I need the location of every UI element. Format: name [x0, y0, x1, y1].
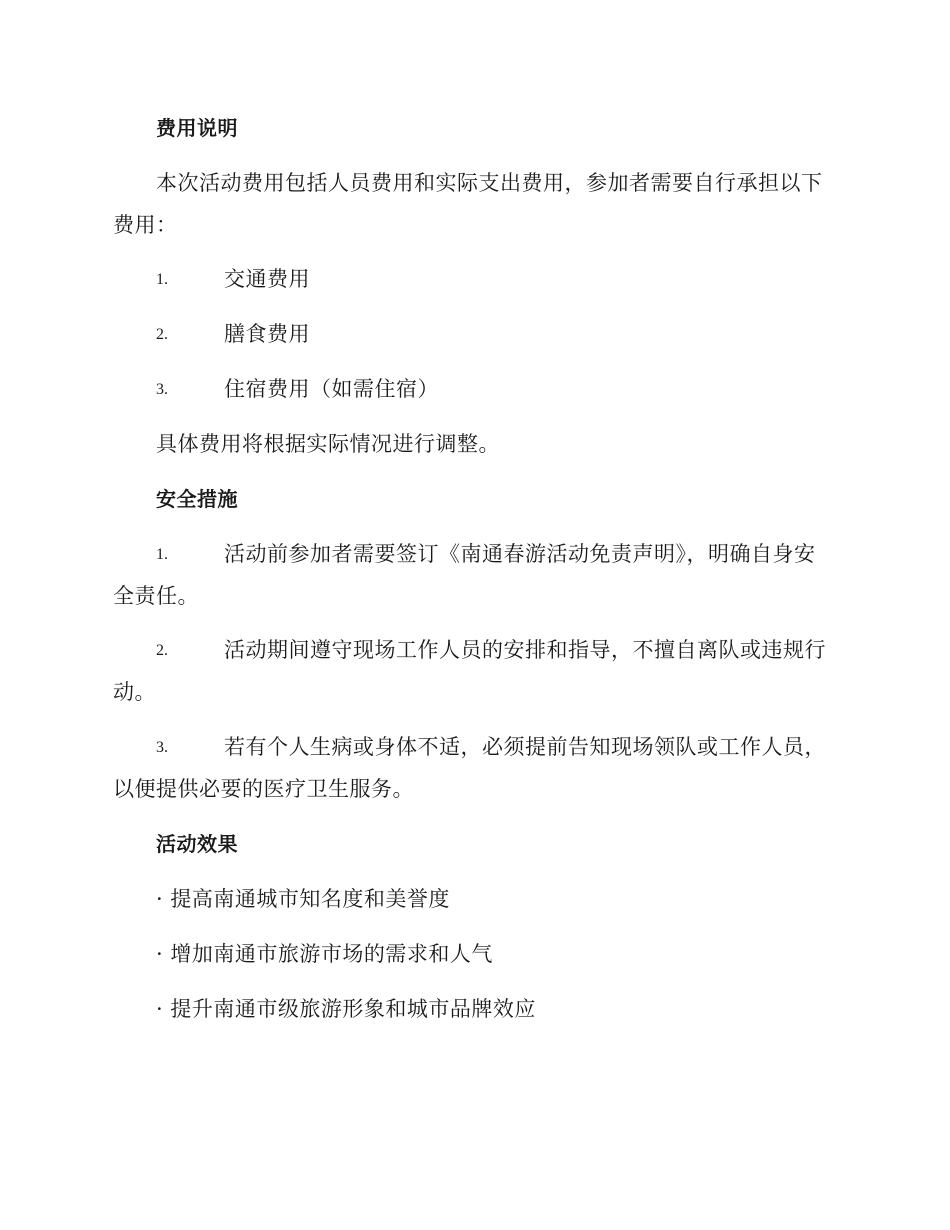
safety-item-line1: 活动期间遵守现场工作人员的安排和指导，不擅自离队或违规行: [224, 638, 826, 662]
safety-item-number: 3.: [156, 739, 168, 756]
fees-intro-line2: 费用：: [113, 213, 178, 237]
safety-item-line1: 若有个人生病或身体不适，必须提前告知现场领队或工作人员，: [224, 735, 826, 759]
safety-item-number: 1.: [156, 546, 168, 563]
safety-item-line1: 活动前参加者需要签订《南通春游活动免责声明》，明确自身安: [224, 542, 816, 566]
safety-item-line2: 动。: [113, 680, 156, 704]
fees-item-text: 住宿费用（如需住宿）: [224, 377, 439, 401]
section-heading-effects: 活动效果: [156, 832, 238, 856]
fees-item-text: 膳食费用: [224, 322, 310, 346]
safety-item-number: 2.: [156, 642, 168, 659]
fees-item-text: 交通费用: [224, 267, 310, 291]
effects-bullet: · 增加南通市旅游市场的需求和人气: [156, 942, 493, 966]
fees-item-number: 2.: [156, 326, 168, 343]
fees-note: 具体费用将根据实际情况进行调整。: [156, 432, 500, 456]
safety-item-line2: 以便提供必要的医疗卫生服务。: [113, 777, 414, 801]
effects-bullet: · 提高南通城市知名度和美誉度: [156, 887, 450, 911]
safety-item-line2: 全责任。: [113, 584, 199, 608]
section-heading-safety: 安全措施: [156, 487, 238, 511]
effects-bullet: · 提升南通市级旅游形象和城市品牌效应: [156, 997, 536, 1021]
fees-item-number: 1.: [156, 271, 168, 288]
fees-intro-line1: 本次活动费用包括人员费用和实际支出费用，参加者需要自行承担以下: [156, 171, 823, 195]
fees-item-number: 3.: [156, 381, 168, 398]
section-heading-fees: 费用说明: [156, 116, 238, 140]
